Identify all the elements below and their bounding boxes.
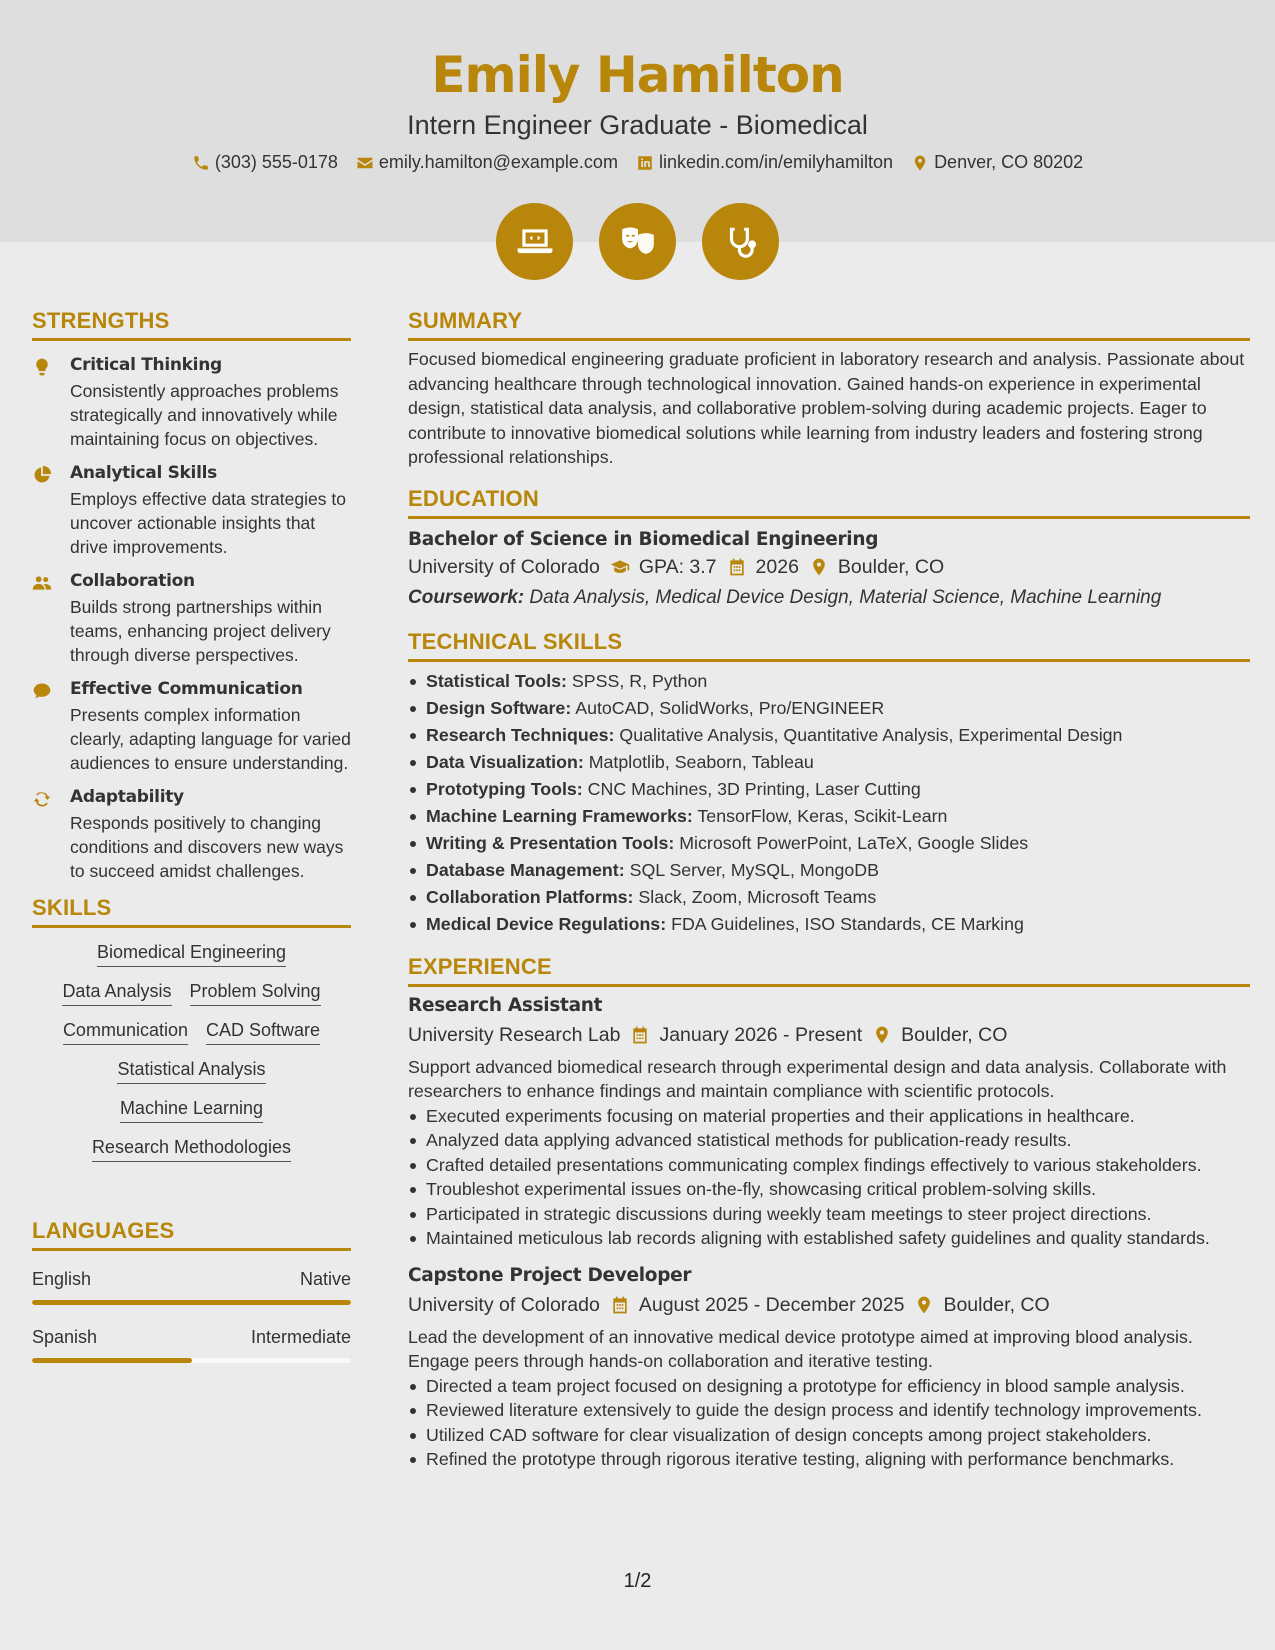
envelope-icon [356,154,374,172]
technical-skills-list [408,668,1250,938]
job-summary: Support advanced biomedical research through experimental design and data analysis. Collaborate with researchers to enhance findings and maintain compliance with scientific protocols. [408,1056,1227,1101]
job-bullet: Executed experiments focusing on material properties and their applications in healthcare. [408,1104,1250,1129]
skill-tag: Communication [63,1020,188,1045]
skills-heading: SKILLS [32,895,351,928]
skills-row [32,1020,351,1045]
job-location: Boulder, CO [943,1293,1050,1316]
strength-item [32,679,351,775]
job-bullet: Refined the prototype through rigorous iterative testing, aligning with performance benchmarks. [408,1447,1250,1472]
technical-skill-label: Research Techniques: [426,724,615,745]
job-bullet: Directed a team project focused on designing a prototype for efficiency in blood sample analysis. [408,1374,1250,1399]
gpa-text: GPA: 3.7 [638,555,717,578]
technical-skill-label: Statistical Tools: [426,670,567,691]
strength-desc: Responds positively to changing conditions and discovers new ways to succeed amidst challenges. [70,813,344,881]
technical-skill-item [408,722,1250,749]
grad-year: 2026 [755,555,799,578]
strengths-list [32,351,351,883]
language-proficiency-fill [32,1300,351,1305]
job-dates-group [610,1294,905,1317]
job-dates: August 2025 - December 2025 [638,1293,905,1316]
language-proficiency-bar [32,1358,351,1363]
technical-skill-value: SQL Server, MySQL, MongoDB [629,859,879,880]
job-meta [408,1294,1250,1317]
job-location: Boulder, CO [901,1023,1008,1046]
edu-location: Boulder, CO [837,555,945,578]
job-bullet: Analyzed data applying advanced statistical methods for publication-ready results. [408,1128,1250,1153]
language-level: Native [299,1269,351,1289]
technical-skill-item [408,857,1250,884]
edu-location-group [809,556,944,579]
skill-tag: Statistical Analysis [117,1059,265,1084]
strength-item [32,571,351,667]
skill-tag: Biomedical Engineering [97,942,286,967]
technical-skill-item [408,749,1250,776]
coursework-text: Data Analysis, Medical Device Design, Material Science, Machine Learning [529,586,1162,608]
education-heading: EDUCATION [408,486,1250,519]
strength-title: Critical Thinking [70,355,222,375]
job-entry [408,995,1250,1251]
job-summary: Lead the development of an innovative medical device prototype aimed at improving blood analysis. Engage peers through hands-on collaboration and iterative testing. [408,1326,1193,1371]
strength-desc: Employs effective data strategies to uncover actionable insights that drive improvements. [70,489,346,557]
chart-pie-icon [32,463,54,559]
experience-heading: EXPERIENCE [408,954,1250,987]
contact-bar [0,152,1275,173]
skills-row [32,942,351,967]
phone-text: (303) 555-0178 [214,152,338,172]
strength-item [32,787,351,883]
technical-skill-value: Qualitative Analysis, Quantitative Analysis, Experimental Design [619,724,1123,745]
job-bullets [408,1104,1250,1251]
job-location-group [872,1024,1007,1047]
laptop-code-icon [496,203,573,280]
contact-phone[interactable] [192,152,338,173]
technical-skill-value: Matplotlib, Seaborn, Tableau [588,751,814,772]
stethoscope-icon [702,203,779,280]
right-column [408,308,1250,1472]
phone-icon [192,154,210,172]
location-text: Denver, CO 80202 [934,152,1084,172]
technical-skills-heading: TECHNICAL SKILLS [408,629,1250,662]
technical-skill-label: Prototyping Tools: [426,778,583,799]
skill-tag: CAD Software [206,1020,320,1045]
languages-list [32,1269,351,1363]
contact-location [911,152,1083,173]
summary-heading: SUMMARY [408,308,1250,341]
job-dates: January 2026 - Present [659,1023,863,1046]
language-item [32,1269,351,1305]
map-pin-icon [872,1025,892,1045]
job-bullet: Reviewed literature extensively to guide the design process and identify technology improvements. [408,1398,1250,1423]
job-entry [408,1265,1250,1472]
strength-item [32,355,351,451]
candidate-name: Emily Hamilton [431,46,844,104]
language-proficiency-fill [32,1358,192,1363]
school-name: University of Colorado [408,555,600,578]
technical-skill-label: Machine Learning Frameworks: [426,805,693,826]
language-name: English [32,1269,92,1289]
lightbulb-icon [32,355,54,451]
skills-row [32,1098,351,1123]
comment-icon [32,679,54,775]
job-bullet: Troubleshot experimental issues on-the-fly, showcasing critical problem-solving skills. [408,1177,1250,1202]
job-bullet: Maintained meticulous lab records aligning with established safety guidelines and quality standards. [408,1226,1250,1251]
technical-skill-label: Writing & Presentation Tools: [426,832,675,853]
technical-skill-label: Data Visualization: [426,751,584,772]
technical-skill-item [408,668,1250,695]
map-pin-icon [809,557,829,577]
strength-title: Collaboration [70,571,195,591]
job-bullet: Participated in strategic discussions during weekly team meetings to steer project directions. [408,1202,1250,1227]
job-bullets [408,1374,1250,1472]
technical-skill-item [408,695,1250,722]
page-number: 1/2 [623,1570,652,1592]
skill-tag: Machine Learning [120,1098,263,1123]
technical-skill-value: CNC Machines, 3D Printing, Laser Cutting [587,778,921,799]
coursework-line [408,587,1250,609]
calendar-icon [630,1025,650,1045]
strength-title: Analytical Skills [70,463,217,483]
language-proficiency-bar [32,1300,351,1305]
sync-icon [32,787,54,883]
technical-skill-value: SPSS, R, Python [571,670,708,691]
skills-row [32,1137,351,1162]
language-name: Spanish [32,1327,98,1347]
technical-skill-item [408,884,1250,911]
linkedin-icon [636,154,654,172]
skills-list [32,938,351,1162]
skills-row [32,1059,351,1084]
technical-skill-value: TensorFlow, Keras, Scikit-Learn [697,805,948,826]
skill-tag: Problem Solving [190,981,321,1006]
job-bullet: Utilized CAD software for clear visualization of design concepts among project stakeholders. [408,1423,1250,1448]
technical-skill-item [408,803,1250,830]
technical-skill-value: AutoCAD, SolidWorks, Pro/ENGINEER [575,697,885,718]
calendar-icon [610,1295,630,1315]
strengths-heading: STRENGTHS [32,308,351,341]
masks-theater-icon [599,203,676,280]
strength-title: Adaptability [70,787,184,807]
graduation-cap-icon [610,557,630,577]
strength-title: Effective Communication [70,679,303,699]
strength-desc: Consistently approaches problems strategically and innovatively while maintaining focus on objectives. [70,381,339,449]
contact-linkedin[interactable] [636,152,893,173]
strength-desc: Presents complex information clearly, adapting language for varied audiences to ensure understanding. [70,705,351,773]
education-meta [408,556,1250,579]
linkedin-text: linkedin.com/in/emilyhamilton [658,152,894,172]
skill-tag: Data Analysis [62,981,171,1006]
technical-skill-value: Slack, Zoom, Microsoft Teams [638,886,877,907]
experience-list [408,995,1250,1472]
technical-skill-label: Medical Device Regulations: [426,913,667,934]
map-pin-icon [914,1295,934,1315]
summary-text: Focused biomedical engineering graduate proficient in laboratory research and analysis. Passionate about advancing healthcare through technological innovation. Gained hands-on experience in experimental design, statistical data analysis, and collaborative problem-solving during academic projects. Eager to contribute to innovative biomedical solutions while learning from industry leaders and fostering strong professional relationships. [408,349,1245,467]
year-group [727,556,799,579]
badge-row [0,203,1275,280]
strength-desc: Builds strong partnerships within teams, enhancing project delivery through diverse perspectives. [70,597,331,665]
technical-skill-label: Database Management: [426,859,625,880]
map-pin-icon [911,154,929,172]
skills-row [32,981,351,1006]
job-role: Research Assistant [408,994,603,1016]
strength-item [32,463,351,559]
users-icon [32,571,54,667]
technical-skill-item [408,776,1250,803]
technical-skill-value: FDA Guidelines, ISO Standards, CE Marking [671,913,1024,934]
technical-skill-value: Microsoft PowerPoint, LaTeX, Google Slides [679,832,1029,853]
job-role: Capstone Project Developer [408,1264,692,1286]
job-org: University of Colorado [408,1293,600,1316]
technical-skill-item [408,830,1250,857]
contact-email[interactable] [356,152,618,173]
technical-skill-item [408,911,1250,938]
gpa-group [610,556,717,579]
job-bullet: Crafted detailed presentations communicating complex findings effectively to various stakeholders. [408,1153,1250,1178]
language-item [32,1327,351,1363]
skill-tag: Research Methodologies [92,1137,291,1162]
technical-skill-label: Design Software: [426,697,572,718]
left-column [32,308,351,1385]
languages-heading: LANGUAGES [32,1218,351,1251]
job-meta [408,1024,1250,1047]
degree-title: Bachelor of Science in Biomedical Engineering [408,528,879,550]
job-location-group [914,1294,1049,1317]
job-dates-group [630,1024,862,1047]
candidate-title: Intern Engineer Graduate - Biomedical [407,110,868,140]
coursework-label: Coursework: [408,586,525,608]
email-text: emily.hamilton@example.com [378,152,618,172]
job-org: University Research Lab [408,1023,621,1046]
calendar-icon [727,557,747,577]
technical-skill-label: Collaboration Platforms: [426,886,634,907]
language-level: Intermediate [250,1327,351,1347]
